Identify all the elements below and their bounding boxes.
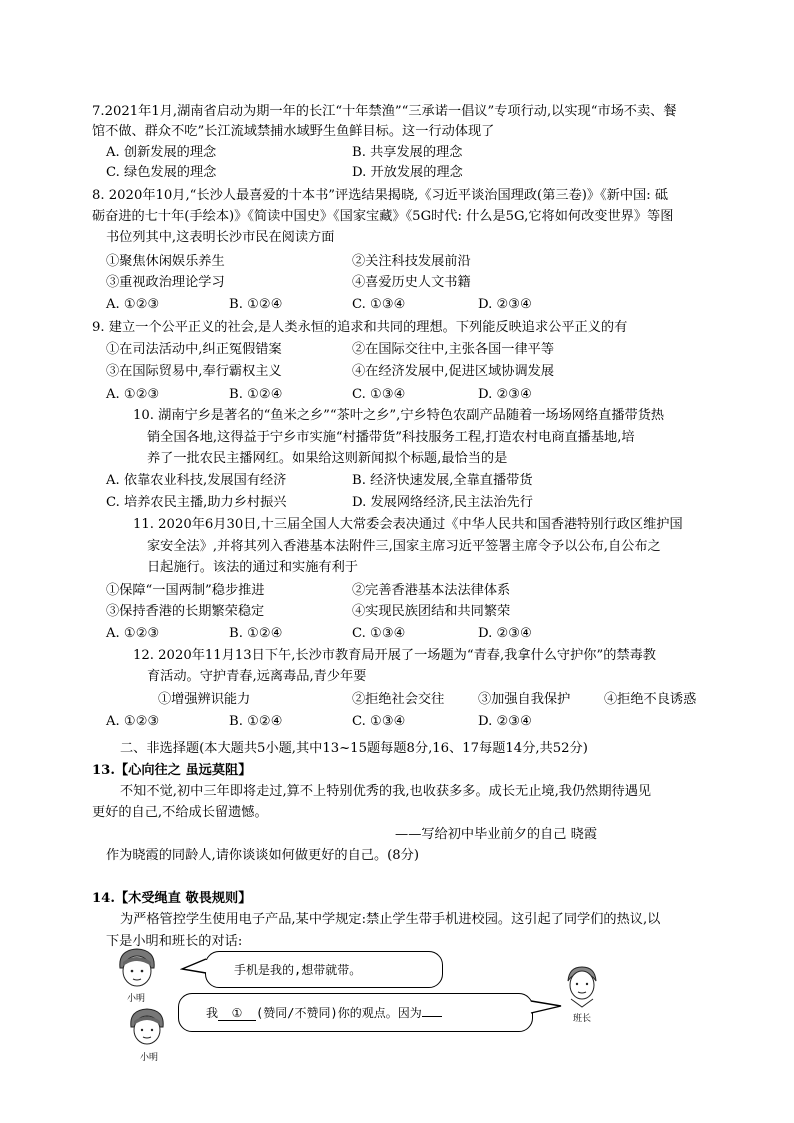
q13-question: 作为晓霞的同龄人,请你谈谈如何做更好的自己。(8分) [106,848,419,863]
q8-statement-1: ①聚焦休闲娱乐养生 [106,254,225,269]
q8-stem-line2: 砺奋进的七十年(手绘本)》《简读中国史》《国家宝藏》《5G时代: 什么是5G,它将如何改变世界》等图 [92,209,674,224]
q9-statement-1: ①在司法活动中,纠正冤假错案 [106,342,282,357]
q12-option-c: C. ①③④ [352,714,406,729]
q14-title-text: 【木受绳直 敬畏规则】 [114,891,252,906]
q9-option-a: A. ①②③ [106,387,160,402]
q8-stem-line3: 书位列其中,这表明长沙市民在阅读方面 [106,230,335,245]
q8-statement-2: ②关注科技发展前沿 [352,254,471,269]
q10-option-b: B. 经济快速发展,全靠直播带货 [352,473,533,488]
speech-bubble-banzhang-text [206,1004,442,1021]
q8-stem-line1: 8. 2020年10月,“长沙人最喜爱的十本书”评选结果揭晓,《习近平谈治国理政(第三卷)》《新中国: 砥 [92,188,669,203]
q14-title [92,889,251,909]
q10-stem-line2: 销全国各地,这得益于宁乡市实施“村播带货”科技服务工程,打造农村电商直播基地,培 [147,430,635,445]
q12-statement-2: ②拒绝社会交往 [352,692,445,707]
q7-option-b: B. 共享发展的理念 [352,145,463,160]
xiaoming-figure-2 [124,1006,170,1048]
q12-statement-4: ④拒绝不良诱惑 [604,692,697,707]
q7-option-d: D. 开放发展的理念 [352,165,463,180]
q11-statement-3: ③保持香港的长期繁荣稳定 [106,604,265,619]
q11-statement-4: ④实现民族团结和共同繁荣 [352,604,511,619]
q9-stem-line1: 9. 建立一个公平正义的社会,是人类永恒的追求和共同的理想。下列能反映追求公平正义的有 [92,320,628,335]
bubble2-prefix: 我 [206,1006,219,1020]
q8-option-a: A. ①②③ [106,297,160,312]
q9-option-b: B. ①②④ [229,387,283,402]
q7-option-a: A. 创新发展的理念 [106,145,217,160]
q13-number: 13. [92,763,115,778]
xiaoming-caption-1: 小明 [127,994,146,1004]
q14-paragraph-line1: 为严格管控学生使用电子产品,某中学规定:禁止学生带手机进校园。这引起了同学们的热议,以 [120,912,661,927]
q9-option-d: D. ②③④ [478,387,532,402]
q9-statement-4: ④在经济发展中,促进区域协调发展 [352,364,555,379]
q10-stem-line3: 养了一批农民主播网红。如果给这则新闻拟个标题,最恰当的是 [147,451,508,466]
q9-option-c: C. ①③④ [352,387,406,402]
xiaoming-figure-1 [112,946,162,990]
q7-stem-line1: 7.2021年1月,湖南省启动为期一年的长江“十年禁渔”“三承诺一倡议”专项行动,以实现“市场不卖、餐 [92,104,677,119]
q8-option-b: B. ①②④ [229,297,283,312]
q14-paragraph-line2: 下是小明和班长的对话: [106,934,243,949]
q13-paragraph-line2: 更好的自己,不给成长留遗憾。 [92,805,268,820]
banzhang-caption: 班长 [573,1014,592,1024]
q8-option-c: C. ①③④ [352,297,406,312]
section2-heading: 二、非选择题(本大题共5小题,其中13~15题每题8分,16、17每题14分,共52分) [120,741,588,756]
xiaoming-caption-2: 小明 [140,1053,159,1063]
q9-statement-2: ②在国际交往中,主张各国一律平等 [352,342,555,357]
q11-stem-line2: 家安全法》,并将其列入香港基本法附件三,国家主席习近平签署主席令予以公布,自公布之 [147,539,661,554]
q11-option-d: D. ②③④ [478,626,532,641]
q12-option-d: D. ②③④ [478,714,532,729]
q7-option-c: C. 绿色发展的理念 [106,165,217,180]
q12-stem-line2: 育活动。守护青春,远离毒品,青少年要 [147,669,367,684]
q10-option-a: A. 依靠农业科技,发展国有经济 [106,473,287,488]
q11-option-a: A. ①②③ [106,626,160,641]
q8-statement-3: ③重视政治理论学习 [106,275,225,290]
answer-blank-1[interactable]: ① [218,1006,256,1021]
q14-number: 14. [92,891,115,906]
q11-statement-2: ②完善香港基本法法律体系 [352,583,511,598]
q12-option-a: A. ①②③ [106,714,160,729]
q12-stem-line1: 12. 2020年11月13日下午,长沙市教育局开展了一场题为“青春,我拿什么守护你”的禁毒教 [133,648,656,663]
q8-option-d: D. ②③④ [478,297,532,312]
q9-statement-3: ③在国际贸易中,奉行霸权主义 [106,364,282,379]
q10-option-d: D. 发展网络经济,民主法治先行 [352,495,533,510]
q13-signature: ——写给初中毕业前夕的自己 晓霞 [395,827,598,842]
bubble2-middle: (赞同/不赞同)你的观点。因为 [256,1006,422,1020]
speech-bubble-tail-2 [529,998,563,1018]
q13-title [92,761,251,781]
q7-stem-line2: 馆不做、群众不吃”长江流域禁捕水域野生鱼鲜目标。这一行动体现了 [92,124,495,139]
q11-stem-line3: 日起施行。该法的通过和实施有利于 [147,560,358,575]
q11-option-c: C. ①③④ [352,626,406,641]
q12-statement-1: ①增强辨识能力 [158,692,251,707]
q12-option-b: B. ①②④ [229,714,283,729]
speech-bubble-tail-1 [180,957,210,977]
q13-title-text: 【心向往之 虽远莫阻】 [114,763,252,778]
q11-stem-line1: 11. 2020年6月30日,十三届全国人大常委会表决通过《中华人民共和国香港特别行政区维护国 [133,517,683,532]
answer-blank-2[interactable] [422,1016,442,1017]
q11-option-b: B. ①②④ [229,626,283,641]
q10-option-c: C. 培养农民主播,助力乡村振兴 [106,495,287,510]
q8-statement-4: ④喜爱历史人文书籍 [352,275,471,290]
speech-bubble-xiaoming-text: 手机是我的,想带就带。 [234,963,362,977]
banzhang-figure [561,963,603,1009]
q13-paragraph-line1: 不知不觉,初中三年即将走过,算不上特别优秀的我,也收获多多。成长无止境,我仍然期待遇见 [120,784,652,799]
q12-statement-3: ③加强自我保护 [478,692,571,707]
q10-stem-line1: 10. 湖南宁乡是著名的“鱼米之乡”“茶叶之乡”,宁乡特色农副产品随着一场场网络直播带货热 [133,408,665,423]
q11-statement-1: ①保障“一国两制”稳步推进 [106,583,265,598]
